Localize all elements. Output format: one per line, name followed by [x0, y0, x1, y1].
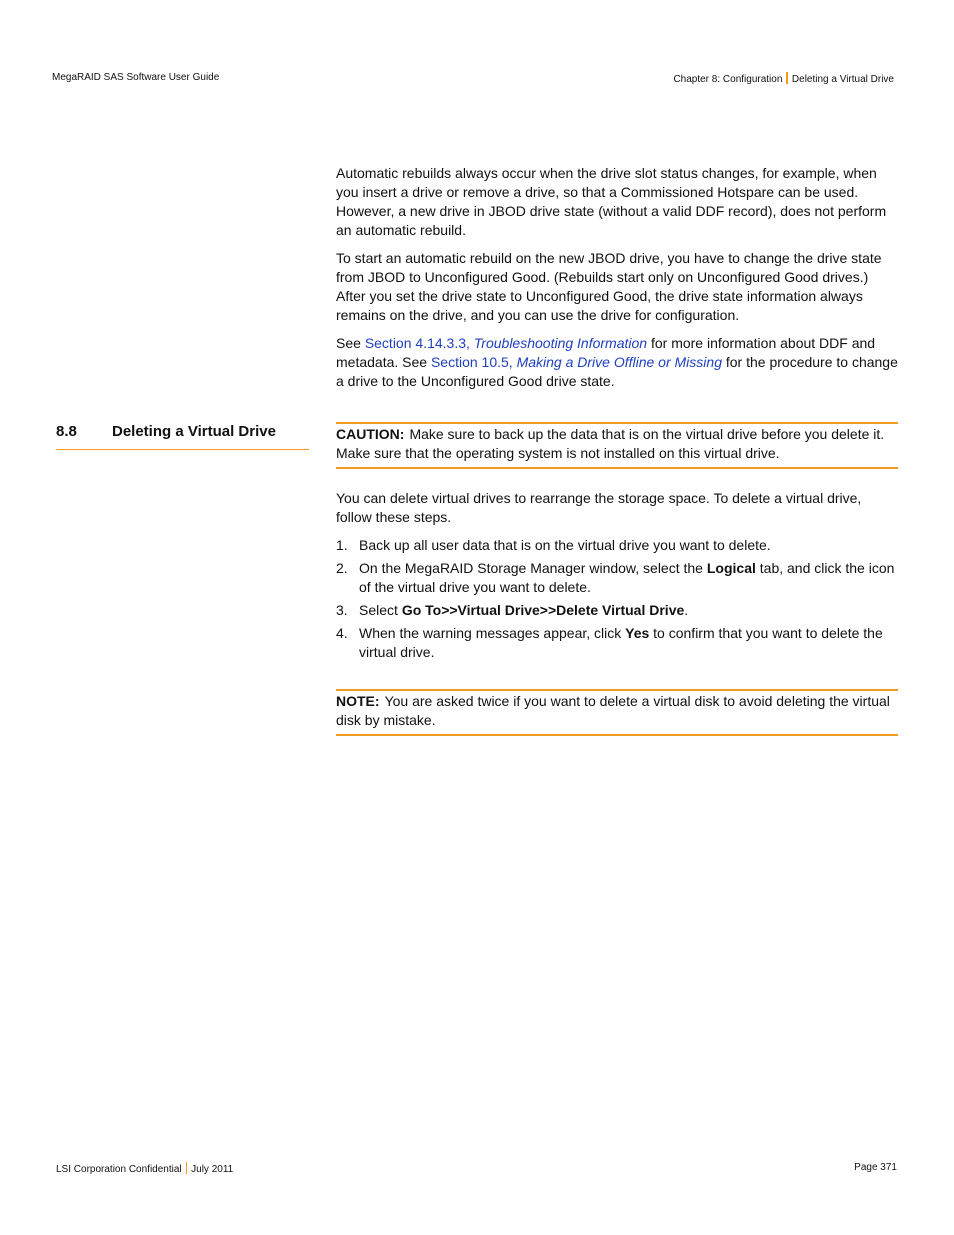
intro-paragraph-3 — [336, 334, 898, 391]
section-number: 8.8 — [56, 423, 77, 440]
header-separator — [786, 72, 788, 84]
footer-page-number: Page 371 — [854, 1162, 897, 1173]
link-section-10-5[interactable] — [431, 354, 722, 370]
caution-label: CAUTION: — [336, 426, 405, 442]
step-4-text-a: When the warning messages appear, click — [359, 625, 626, 641]
step-3-text-b: . — [684, 602, 689, 618]
step-3-text-a: Select — [359, 602, 402, 618]
caution-text: Make sure to back up the data that is on the virtual drive before you delete it. Make sure that the operating system is not installed on this virtual drive. — [336, 426, 885, 461]
note-box — [336, 689, 898, 736]
step-4 — [336, 624, 898, 662]
link1-title: Troubleshooting Information — [473, 335, 648, 351]
see-text-1: See — [336, 335, 365, 351]
link1-number: Section 4.14.3.3, — [364, 335, 474, 351]
section-title: Deleting a Virtual Drive — [112, 423, 276, 440]
footer-left — [56, 1162, 233, 1175]
see-text-end: for the procedure to change a drive to the Unconfigured Good drive state. — [336, 354, 898, 389]
step-2-bold: Logical — [706, 560, 756, 576]
link-section-4-14-3-3[interactable] — [365, 335, 647, 351]
step-1-number: 1. — [336, 537, 348, 553]
see-text-mid: for more information about DDF and metadata. See — [336, 335, 876, 370]
step-4-bold: Yes — [625, 625, 650, 641]
footer-date: July 2011 — [191, 1164, 234, 1175]
note-text: You are asked twice if you want to delete a virtual disk to avoid deleting the virtual disk by mistake. — [336, 693, 890, 728]
step-2-text-b: tab, and click the icon of the virtual drive you want to delete. — [359, 560, 895, 595]
step-1 — [336, 536, 898, 555]
header-chapter-breadcrumb — [673, 72, 894, 85]
header-chapter: Chapter 8: Configuration — [673, 74, 783, 85]
link2-number: Section 10.5, — [430, 354, 517, 370]
link2-title: Making a Drive Offline or Missing — [516, 354, 722, 370]
delete-procedure — [336, 489, 898, 666]
step-2-text-a: On the MegaRAID Storage Manager window, select the — [359, 560, 707, 576]
step-1-text: Back up all user data that is on the virtual drive you want to delete. — [359, 537, 771, 553]
footer-separator — [186, 1162, 188, 1174]
step-2-number: 2. — [336, 560, 348, 576]
step-2 — [336, 559, 898, 597]
delete-intro: You can delete virtual drives to rearrange the storage space. To delete a virtual drive, follow these steps. — [336, 490, 862, 525]
steps-list — [336, 536, 898, 662]
step-4-number: 4. — [336, 625, 348, 641]
step-3 — [336, 601, 898, 620]
note-label: NOTE: — [336, 693, 380, 709]
footer-confidential: LSI Corporation Confidential — [56, 1164, 182, 1175]
section-heading — [56, 423, 309, 450]
caution-box — [336, 422, 898, 469]
header-doc-title: MegaRAID SAS Software User Guide — [52, 72, 220, 83]
intro-paragraph-1: Automatic rebuilds always occur when the drive slot status changes, for example, when you insert a drive or remove a drive, so that a Commissioned Hotspare can be used. However, a new drive in JBOD drive state (without a valid DDF record), does not perform an automatic rebuild. — [336, 165, 887, 238]
intro-block — [336, 164, 898, 391]
step-4-text-b: to confirm that you want to delete the virtual drive. — [359, 625, 883, 660]
header-section: Deleting a Virtual Drive — [791, 74, 894, 85]
step-3-number: 3. — [336, 602, 348, 618]
step-3-bold: Go To>>Virtual Drive>>Delete Virtual Drive — [401, 602, 685, 618]
intro-paragraph-2: To start an automatic rebuild on the new JBOD drive, you have to change the drive state from JBOD to Unconfigured Good. (Rebuilds start only on Unconfigured Good drives.) After you set the drive state to Unconfigured Good, the drive state information always remains on the drive, and you can use the drive for configuration. — [336, 250, 882, 323]
